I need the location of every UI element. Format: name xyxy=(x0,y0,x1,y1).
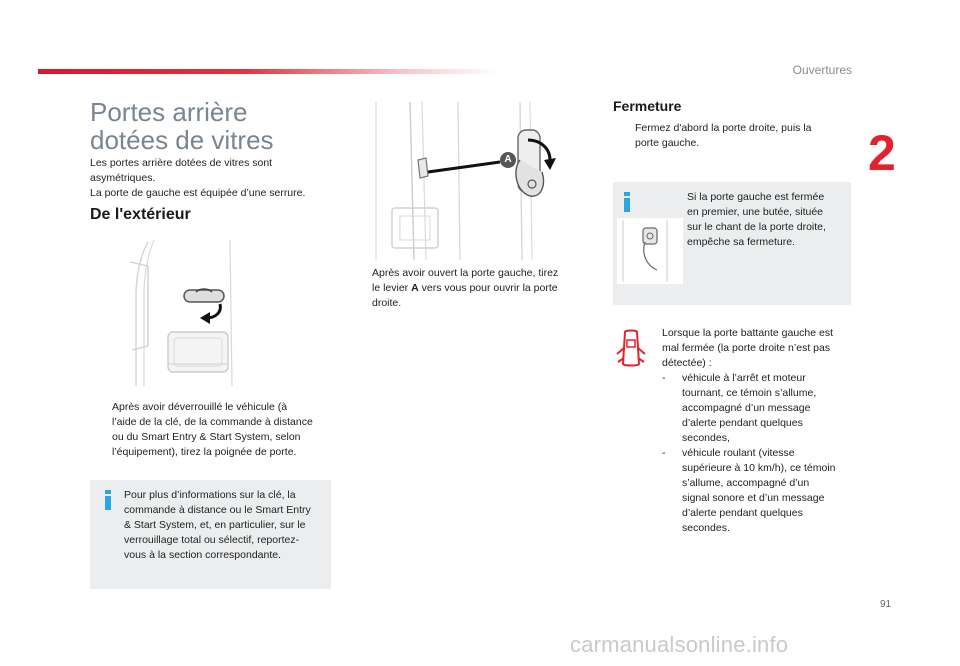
warning-line: Lorsque la porte battante gauche est xyxy=(662,327,834,339)
info-line: empêche sa fermeture. xyxy=(687,236,795,248)
page-title-line-1: Portes arrière xyxy=(90,97,248,127)
info-box-closing-text xyxy=(687,190,849,250)
closing-heading: Fermeture xyxy=(613,98,682,114)
lever-line: Après avoir ouvert la porte gauche, tirez xyxy=(372,267,559,279)
lever-a-label: A xyxy=(500,152,516,168)
lever-line: le levier A vers vous pour ouvrir la porte xyxy=(372,282,558,294)
info-line: commande à distance ou le Smart Entry xyxy=(124,504,311,516)
intro-line: Les portes arrière dotées de vitres sont xyxy=(90,157,273,169)
exterior-line: l’aide de la clé, de la commande à distance xyxy=(112,416,313,428)
page-title-line-2: dotées de vitres xyxy=(90,125,274,155)
exterior-instruction xyxy=(90,400,340,460)
info-line: en premier, une butée, située xyxy=(687,206,824,218)
info-line: vous à la section correspondante. xyxy=(124,549,282,561)
lever-instruction xyxy=(350,266,590,311)
closing-instruction xyxy=(613,121,853,151)
info-box-key xyxy=(90,480,331,589)
exterior-line: ou du Smart Entry & Start System, selon xyxy=(112,431,301,443)
intro-line: asymétriques. xyxy=(90,172,156,184)
section-label: Ouvertures xyxy=(792,63,852,77)
lever-illustration xyxy=(370,100,580,262)
warning-line: mal fermée (la porte droite n’est pas xyxy=(662,342,831,354)
exterior-line: Après avoir déverrouillé le véhicule (à xyxy=(112,401,288,413)
info-box-key-text xyxy=(124,488,329,563)
closing-line: Fermez d'abord la porte droite, puis la xyxy=(635,122,812,134)
closing-line: porte gauche. xyxy=(635,137,700,149)
warning-line: détectée) : xyxy=(662,357,712,369)
info-icon xyxy=(104,490,112,510)
door-stop-illustration xyxy=(617,218,683,284)
lever-line: droite. xyxy=(372,297,402,309)
exterior-line: l’équipement), tirez la poignée de porte. xyxy=(112,446,297,458)
page-number: 91 xyxy=(880,599,892,610)
lever-arrow-icon xyxy=(542,142,564,168)
chapter-number: 2 xyxy=(868,125,896,181)
info-icon xyxy=(623,192,631,212)
warning-text xyxy=(662,326,858,536)
warning-list-item: - véhicule à l’arrêt et moteur tournant, ce témoin s’allume, accompagné d’un message d’alerte pendant quelques secondes, xyxy=(662,372,817,444)
warning-list-item: - véhicule roulant (vitesse supérieure à 10 km/h), ce témoin s’allume, accompagné d’un signal sonore et d’un message d’alerte pendant quelques secondes. xyxy=(662,447,836,534)
info-line: verrouillage total ou sélectif, reportez- xyxy=(124,534,300,546)
intro-text xyxy=(90,156,340,201)
info-line: Si la porte gauche est fermée xyxy=(687,191,825,203)
page-title xyxy=(90,98,274,154)
door-handle-arrow-icon xyxy=(180,286,236,330)
intro-line: La porte de gauche est équipée d’une serrure. xyxy=(90,187,306,199)
info-box-closing xyxy=(613,182,851,305)
header-red-bar xyxy=(38,69,498,74)
info-line: & Start System, et, en particulier, sur le xyxy=(124,519,306,531)
watermark: carmanualsonline.info xyxy=(570,632,789,657)
door-open-warning-icon xyxy=(615,328,647,368)
info-line: Pour plus d’informations sur la clé, la xyxy=(124,489,296,501)
exterior-heading: De l'extérieur xyxy=(90,206,191,223)
info-line: sur le chant de la porte droite, xyxy=(687,221,826,233)
